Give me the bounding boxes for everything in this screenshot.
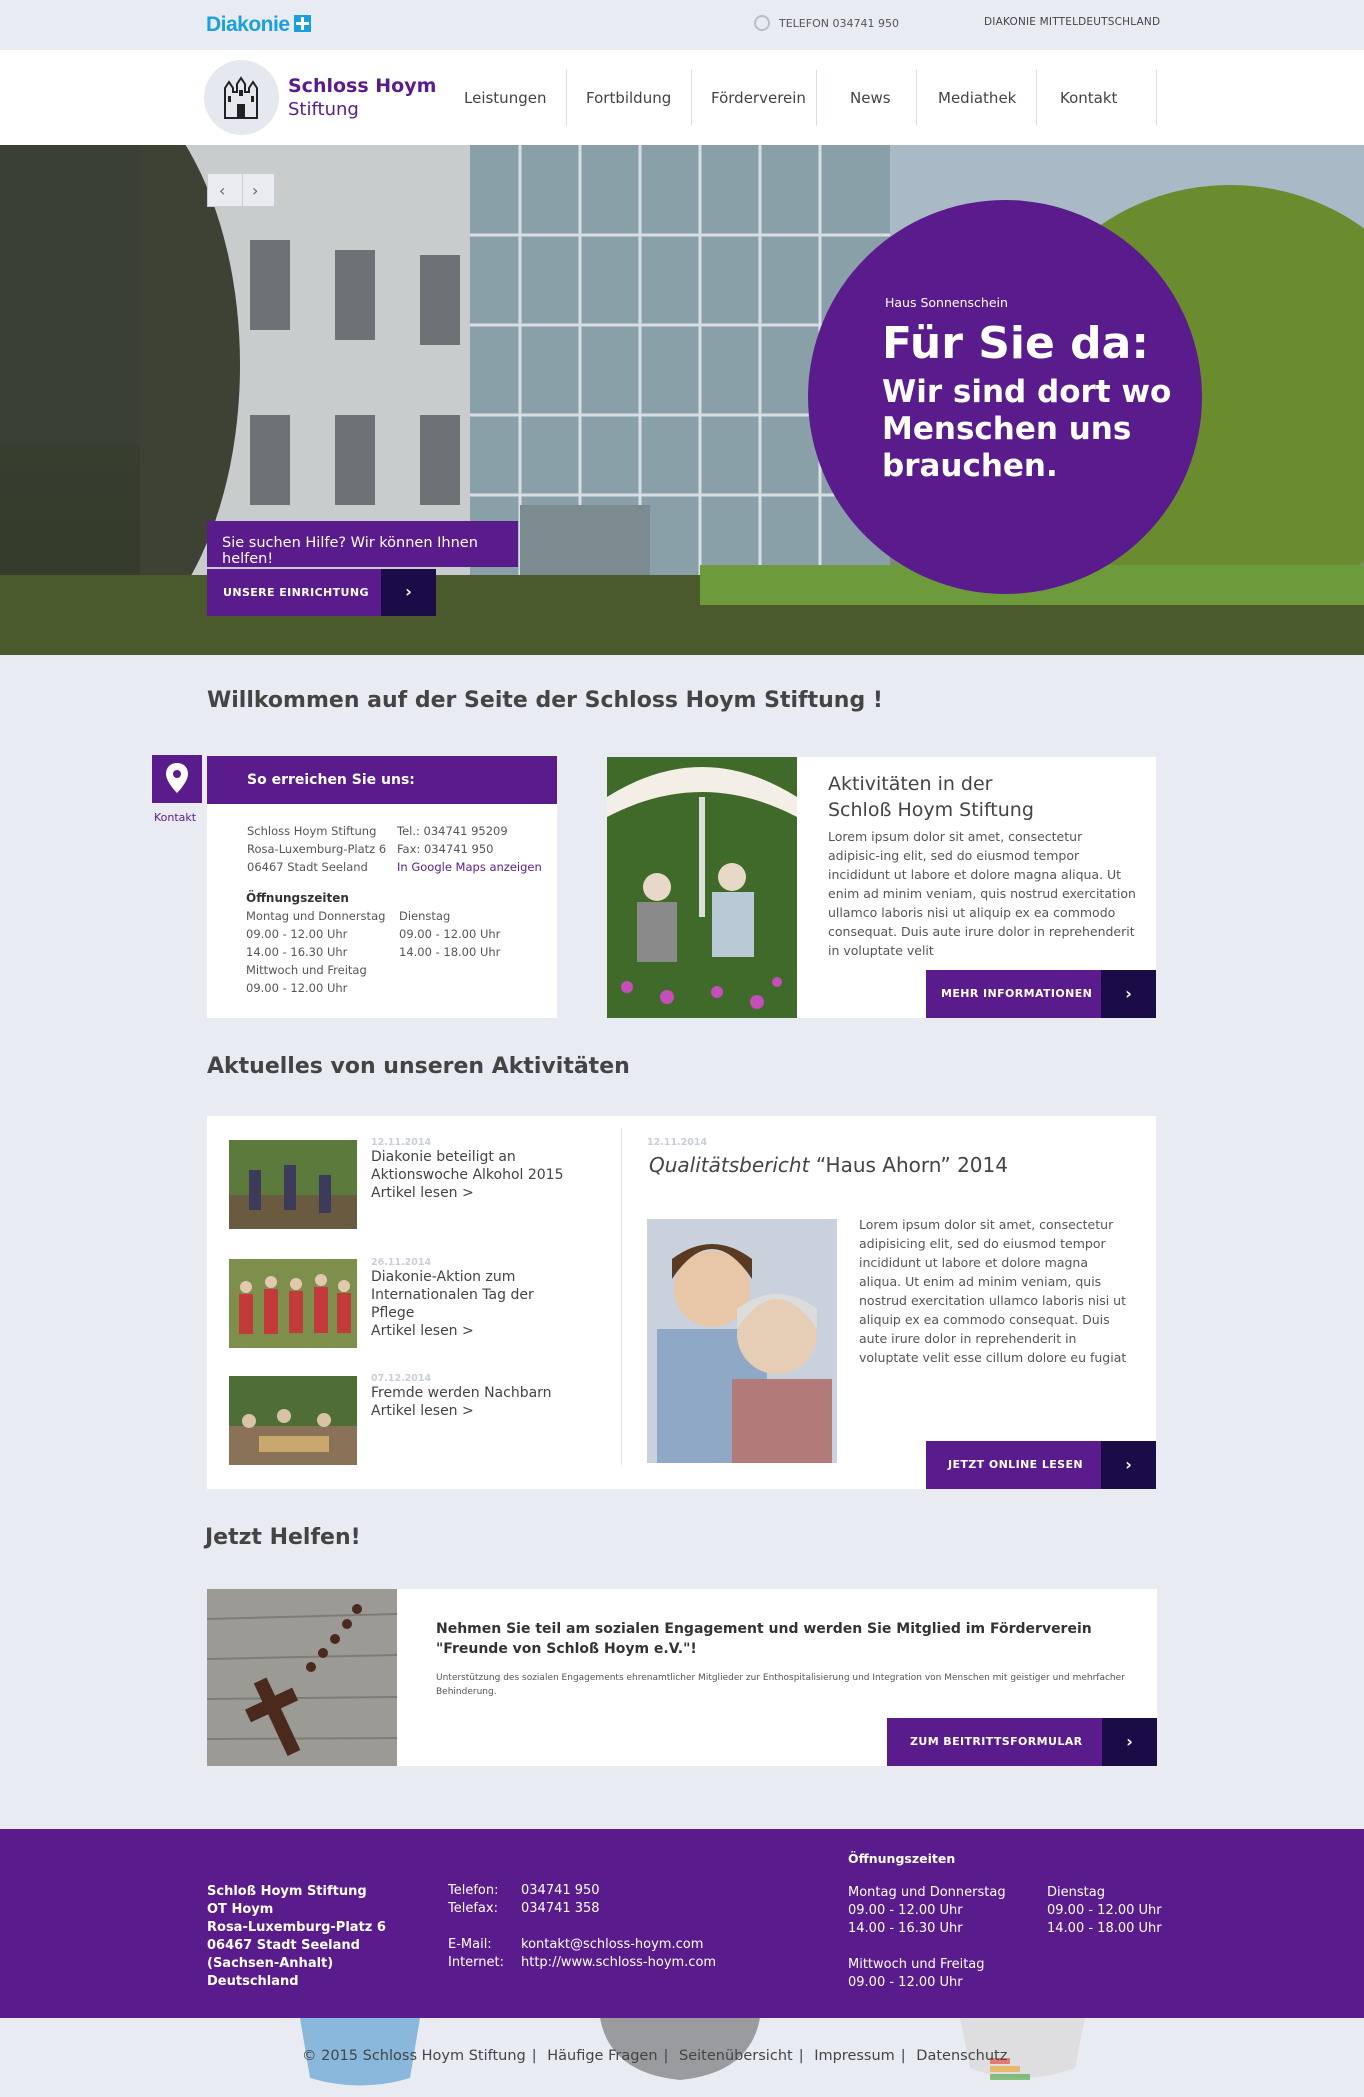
footer-telefax: 034741 358 (521, 1901, 600, 1916)
telefon-label: Telefon: (448, 1883, 499, 1898)
nav-foerderverein[interactable]: Förderverein (711, 89, 806, 107)
footer-hours-title: Öffnungszeiten (848, 1851, 956, 1866)
nav-divider (916, 70, 917, 126)
address-line: Schloss Hoym Stiftung (247, 824, 377, 838)
beitrittsformular-button[interactable] (887, 1718, 1157, 1766)
read-more-link[interactable]: Artikel lesen > (371, 1185, 474, 1201)
hours-line: 09.00 - 12.00 Uhr (246, 981, 348, 995)
feature-photo (647, 1219, 837, 1463)
news-item[interactable] (371, 1137, 581, 1202)
news-heading: Aktuelles von unseren Aktivitäten (207, 1054, 630, 1079)
footer-telefon[interactable]: 034741 950 (521, 1883, 600, 1898)
nav-news[interactable]: News (850, 89, 891, 107)
arrow-right-icon: › (1101, 1441, 1156, 1489)
impressum-link[interactable]: Impressum (814, 2048, 895, 2064)
arrow-right-icon: › (1102, 1718, 1157, 1766)
footer-address-line: OT Hoym (207, 1902, 274, 1917)
help-text: Unterstützung des sozialen Engagements ehrenamtlicher Mitglieder zur Enthospitalisierung und Integration von Menschen mit geistiger und mehrfacher Behinderung. (436, 1673, 1125, 1697)
footer-hours-line: 09.00 - 12.00 Uhr (848, 1903, 963, 1918)
news-title[interactable]: Diakonie beteiligt an Aktionswoche Alkohol 2015 (371, 1149, 564, 1183)
einrichtung-button-label: UNSERE EINRICHTUNG (223, 586, 369, 599)
nav-kontakt[interactable]: Kontakt (1060, 89, 1118, 107)
welcome-heading: Willkommen auf der Seite der Schloss Hoym Stiftung ! (207, 688, 883, 713)
address-line: Rosa-Luxemburg-Platz 6 (247, 842, 387, 856)
diakonie-cross-icon (294, 15, 311, 32)
footer-hours-line: 14.00 - 18.00 Uhr (1047, 1921, 1162, 1936)
beitrittsformular-label: ZUM BEITRITTSFORMULAR (910, 1735, 1083, 1748)
nav-divider (816, 70, 817, 126)
contact-fax: Fax: 034741 950 (397, 842, 494, 856)
read-more-link[interactable]: Artikel lesen > (371, 1403, 474, 1419)
footer-email-link[interactable]: kontakt@schloss-hoym.com (521, 1937, 704, 1952)
nav-leistungen[interactable]: Leistungen (464, 89, 547, 107)
activities-title (828, 771, 1034, 823)
hero-text: Wir sind dort wo Menschen uns brauchen. (882, 374, 1172, 484)
hours-line: 09.00 - 12.00 Uhr (399, 927, 501, 941)
nav-divider (1036, 70, 1037, 126)
jetzt-online-lesen-button[interactable] (926, 1441, 1156, 1489)
hero-title: Für Sie da: (882, 318, 1149, 369)
footer-hours-left (848, 1884, 1006, 1992)
footer-address-line: 06467 Stadt Seeland (207, 1938, 360, 1953)
slider-divider (242, 174, 243, 206)
footer-address-line: Rosa-Luxemburg-Platz 6 (207, 1920, 386, 1935)
news-thumb[interactable] (229, 1259, 357, 1348)
footer-hours-line: 09.00 - 12.00 Uhr (1047, 1903, 1162, 1918)
jetzt-online-lesen-label: JETZT ONLINE LESEN (948, 1458, 1083, 1471)
news-thumb[interactable] (229, 1376, 357, 1465)
footer-hours-line: Montag und Donnerstag (848, 1885, 1006, 1900)
contact-address (247, 822, 386, 876)
slider-prev-icon[interactable]: ‹ (219, 181, 226, 200)
nav-mediathek[interactable]: Mediathek (938, 89, 1017, 107)
nav-fortbildung[interactable]: Fortbildung (586, 89, 672, 107)
phone-number[interactable]: TELEFON 034741 950 (779, 17, 899, 30)
address-line: 06467 Stadt Seeland (247, 860, 368, 874)
hours-line: Mittwoch und Freitag (246, 963, 367, 977)
nav-divider (1156, 70, 1157, 126)
sitemap-link[interactable]: Seitenübersicht (679, 2048, 793, 2064)
hours-line: 14.00 - 18.00 Uhr (399, 945, 501, 959)
feature-title[interactable] (649, 1153, 1008, 1177)
activities-text: Lorem ipsum dolor sit amet, consectetur adipisic-ing elit, sed do eiusmod tempor incididunt ut labore et dolore magna aliqua. Ut enim ad minim veniam, quis nostrud exercitation ullamco laboris nisi ut aliquip ex ea commodo consequat. Duis aute irure dolor in reprehenderit in voluptate velit (828, 829, 1136, 958)
copyright: © 2015 Schloss Hoym Stiftung (302, 2048, 526, 2064)
datenschutz-link[interactable]: Datenschutz (916, 2048, 1008, 2064)
contact-numbers (397, 822, 542, 876)
read-more-link[interactable]: Artikel lesen > (371, 1323, 474, 1339)
footer-contact-labels (448, 1882, 504, 1972)
footer-address (207, 1883, 386, 1991)
hours-line: 14.00 - 16.30 Uhr (246, 945, 348, 959)
news-item[interactable] (371, 1257, 581, 1340)
diakonie-logo[interactable]: Diakonie (206, 13, 311, 37)
hours-left (246, 907, 385, 997)
slider-controls (207, 173, 275, 207)
arrow-right-icon: › (1101, 970, 1156, 1018)
hours-line: Dienstag (399, 909, 451, 923)
footer-hours-line: Mittwoch und Freitag (848, 1957, 985, 1972)
feature-title-italic: Qualitätsbericht (649, 1153, 810, 1177)
contact-tel[interactable]: Tel.: 034741 95209 (397, 824, 508, 838)
footer-address-line: Deutschland (207, 1974, 299, 1989)
hours-line: 09.00 - 12.00 Uhr (246, 927, 348, 941)
internet-label: Internet: (448, 1955, 504, 1970)
news-divider (621, 1128, 622, 1465)
footer-address-line: (Sachsen-Anhalt) (207, 1956, 334, 1971)
mehr-informationen-label: MEHR INFORMATIONEN (941, 987, 1093, 1000)
hours-line: Montag und Donnerstag (246, 909, 386, 923)
mehr-informationen-button[interactable] (926, 970, 1156, 1018)
email-label: E-Mail: (448, 1937, 492, 1952)
google-maps-link[interactable]: In Google Maps anzeigen (397, 860, 542, 874)
news-item[interactable] (371, 1373, 581, 1420)
contact-heading: So erreichen Sie uns: (207, 756, 557, 804)
brand-name[interactable]: Schloss Hoym (288, 75, 437, 97)
feature-text: Lorem ipsum dolor sit amet, consectetur adipisicing elit, sed do eiusmod tempor incididunt ut labore et dolore magna aliqua. Ut enim ad minim veniam, quis nostrud exercitation ullamco laboris nisi ut aliquip ex ea commodo consequat. Duis aute irure dolor in reprehenderit in voluptate velit esse cillum dolore eu fugiat (859, 1217, 1127, 1365)
site-logo[interactable] (204, 60, 279, 135)
castle-icon (221, 74, 261, 120)
news-title[interactable]: Fremde werden Nachbarn (371, 1385, 552, 1401)
footer-hours-line: 09.00 - 12.00 Uhr (848, 1975, 963, 1990)
footer-hours-line: Dienstag (1047, 1885, 1105, 1900)
nav-divider (691, 70, 692, 126)
faq-link[interactable]: Häufige Fragen (547, 2048, 658, 2064)
news-date: 07.12.2014 (371, 1373, 432, 1384)
hours-right (399, 907, 500, 961)
arrow-right-icon: › (381, 569, 436, 616)
help-heading: Jetzt Helfen! (205, 1525, 361, 1550)
activities-title-line: Aktivitäten in der (828, 773, 993, 795)
activities-title-line: Schloß Hoym Stiftung (828, 799, 1034, 821)
footer-contact-values (521, 1882, 716, 1972)
footer-hours-line: 14.00 - 16.30 Uhr (848, 1921, 963, 1936)
footer-address-line: Schloß Hoym Stiftung (207, 1884, 367, 1899)
hero-subtitle: Haus Sonnenschein (885, 295, 1008, 310)
kontakt-tab-label[interactable]: Kontakt (154, 811, 197, 824)
hours-title: Öffnungszeiten (246, 891, 349, 905)
hero-help-text: Sie suchen Hilfe? Wir können Ihnen helfen! (207, 521, 518, 567)
news-date: 26.11.2014 (371, 1257, 432, 1268)
brand-subtitle[interactable]: Stiftung (288, 99, 359, 120)
slider-next-icon[interactable]: › (252, 181, 259, 200)
feature-date: 12.11.2014 (647, 1137, 708, 1148)
help-title: Nehmen Sie teil am sozialen Engagement und werden Sie Mitglied im Förderverein "Freunde von Schloß Hoym e.V."! (436, 1621, 1092, 1657)
phone-icon (754, 15, 770, 31)
kontakt-tab[interactable] (152, 755, 202, 803)
location-pin-icon (152, 755, 202, 803)
telefax-label: Telefax: (448, 1901, 498, 1916)
einrichtung-button[interactable] (207, 569, 436, 616)
news-thumb[interactable] (229, 1140, 357, 1229)
nav-divider (566, 70, 567, 126)
feature-title-rest: “Haus Ahorn” 2014 (815, 1153, 1008, 1177)
help-photo (207, 1589, 397, 1766)
activities-photo (607, 757, 797, 1018)
region-link[interactable]: DIAKONIE MITTELDEUTSCHLAND (984, 16, 1161, 28)
footer-internet-link[interactable]: http://www.schloss-hoym.com (521, 1955, 717, 1970)
bottom-links: © 2015 Schloss Hoym Stiftung | Häufige Fragen | Seitenübersicht | Impressum | Datenschutz (302, 2048, 1008, 2064)
news-title[interactable]: Diakonie-Aktion zum Internationalen Tag der Pflege (371, 1269, 534, 1321)
news-date: 12.11.2014 (371, 1137, 432, 1148)
footer-hours-right (1047, 1884, 1162, 1938)
